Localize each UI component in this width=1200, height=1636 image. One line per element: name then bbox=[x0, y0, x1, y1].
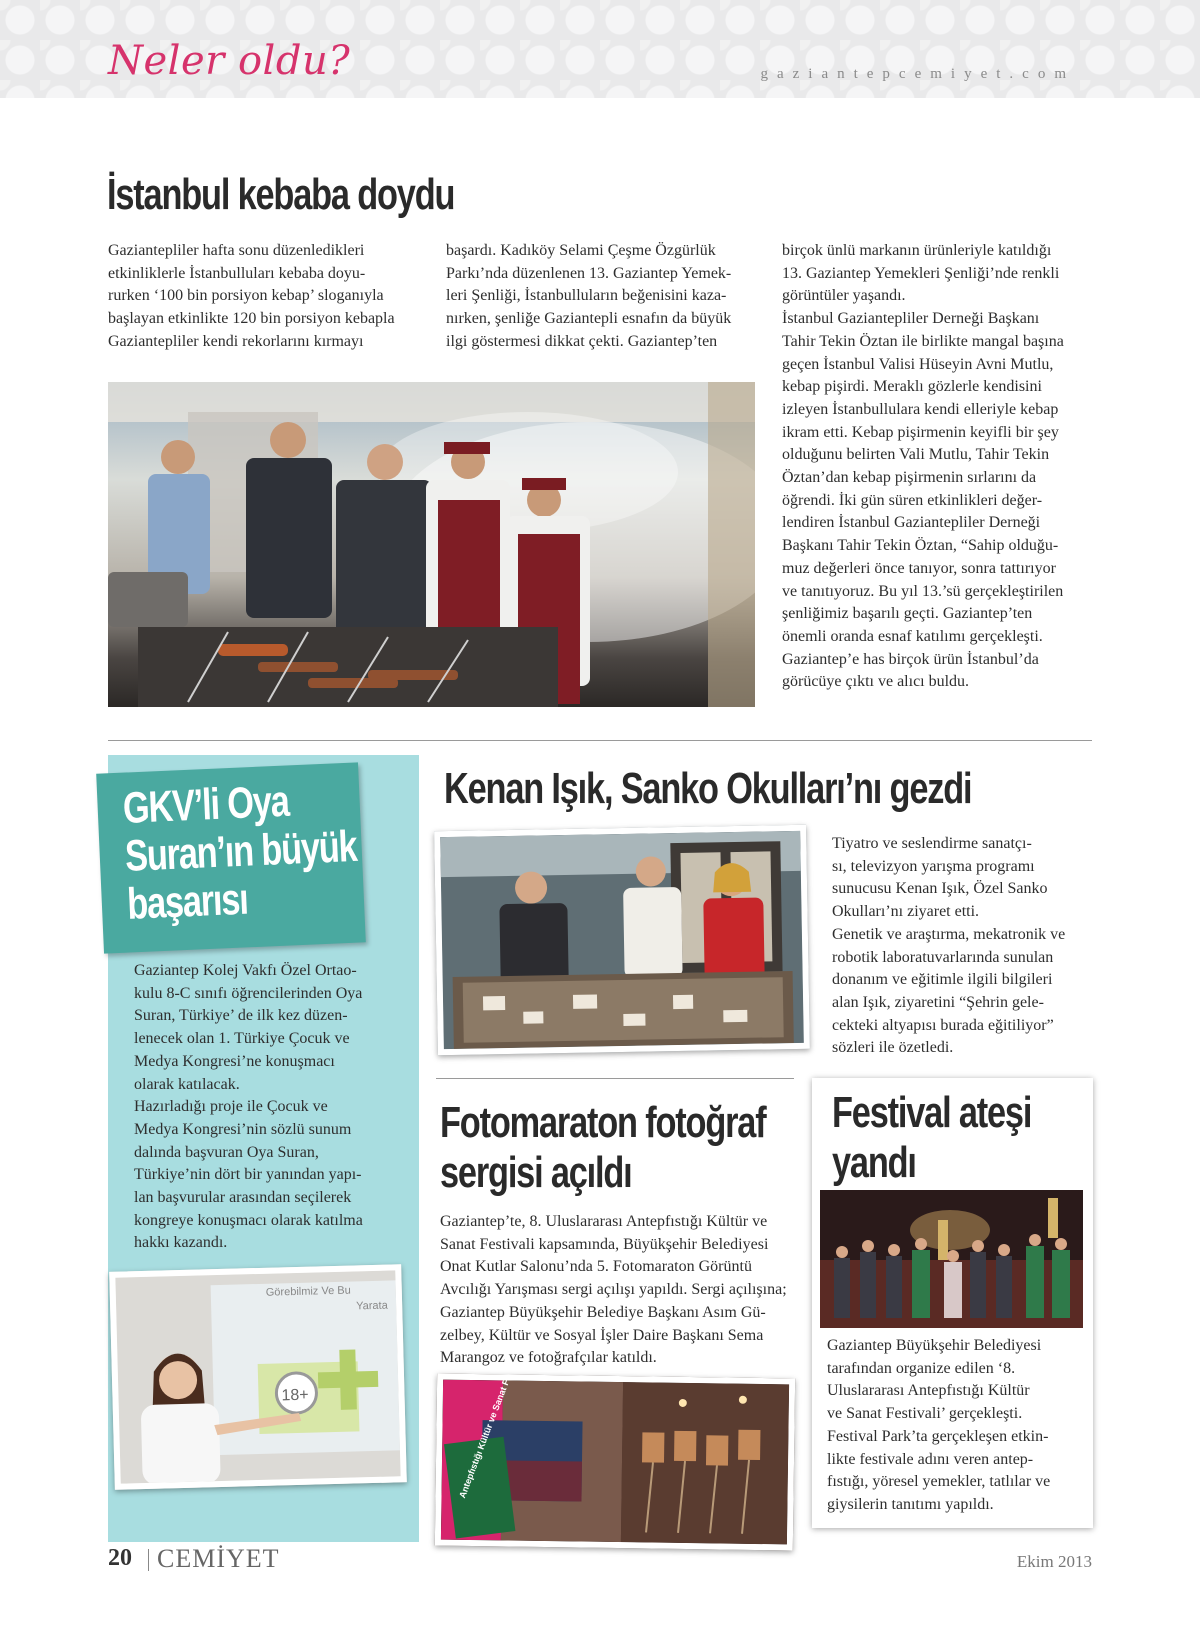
text-line: Onat Kutlar Salonu’nda 5. Fotomaraton Görüntü bbox=[440, 1258, 752, 1276]
text-line: Gaziantep Büyükşehir Belediye Başkanı Asım Gü- bbox=[440, 1303, 766, 1321]
text-line: sunucusu Kenan Işık, Özel Sanko bbox=[832, 880, 1048, 898]
screen-badge: 18+ bbox=[281, 1386, 309, 1405]
text-line: dalında başvuran Oya Suran, bbox=[134, 1143, 319, 1161]
photo-kenan-isik bbox=[434, 825, 810, 1055]
text-line: başlayan etkinlikte 120 bin porsiyon kebapla bbox=[108, 310, 395, 328]
headline-line: Fotomaraton fotoğraf bbox=[440, 1098, 766, 1147]
text-line: önemli oranda esnaf katılımı gerçekleşti. bbox=[782, 627, 1043, 645]
headline-line: başarısı bbox=[126, 874, 249, 929]
text-line: öğrendi. İki gün süren etkinlikleri değer- bbox=[782, 491, 1043, 509]
text-line: Festival Park’ta gerçekleşen etkin- bbox=[827, 1427, 1049, 1445]
text-line: cekteki altyapısı burada eğitiliyor” bbox=[832, 1016, 1054, 1034]
article-kebab-col3 bbox=[782, 240, 1097, 694]
text-line: kulu 8-C sınıfı öğrencilerinden Oya bbox=[134, 984, 363, 1002]
section-title: Neler oldu? bbox=[108, 38, 351, 84]
text-line: Marangoz ve fotoğrafçılar katıldı. bbox=[440, 1349, 657, 1367]
photo-oya-suran bbox=[109, 1264, 407, 1490]
text-line: zelbey, Kültür ve Sosyal İşler Daire Başkanı Sema bbox=[440, 1326, 764, 1344]
poster-text: Antepfıstığı Kültür ve Sanat bbox=[457, 1385, 509, 1500]
text-line: hakkı kazandı. bbox=[134, 1234, 228, 1252]
text-line: Suran, Türkiye’ de ilk kez düzen- bbox=[134, 1007, 348, 1025]
text-line: geçen İstanbul Valisi Hüseyin Avni Mutlu, bbox=[782, 355, 1054, 373]
text-line: Parkı’nda düzenlenen 13. Gaziantep Yemek- bbox=[446, 264, 732, 282]
text-line: muz değerleri önce tanıyor, sonra tattırıyor bbox=[782, 559, 1056, 577]
screen-text-1: Görebilmiz Ve Bu bbox=[265, 1284, 351, 1299]
text-line: Gaziantep’e has birçok ürün İstanbul’da bbox=[782, 650, 1039, 668]
text-line: rurken ‘100 bin porsiyon kebap’ sloganıyla bbox=[108, 287, 384, 305]
text-line: görüntüler yaşandı. bbox=[782, 287, 906, 305]
text-line: ikram etti. Kebap pişirmenin keyifli bir şey bbox=[782, 423, 1059, 441]
kebab-grill-scene bbox=[108, 382, 755, 707]
text-line: Başkanı Tahir Tekin Öztan, “Sahip olduğu- bbox=[782, 537, 1059, 555]
text-line: şenliğimiz başarılı geçti. Gaziantep’ten bbox=[782, 605, 1033, 623]
mid-divider bbox=[436, 1078, 794, 1079]
text-line: kongreye konuşmacı olarak katılma bbox=[134, 1211, 363, 1229]
text-line: Medya Kongresi’ne konuşmacı bbox=[134, 1052, 335, 1070]
article-kebab-headline: İstanbul kebaba doydu bbox=[107, 170, 455, 219]
text-line: ve tanıtıyoruz. Bu yıl 13.’sü gerçekleştirilen bbox=[782, 582, 1064, 600]
text-line: Avcılığı Yarışması sergi açılışı yapıldı. Sergi açılışına; bbox=[440, 1281, 787, 1299]
text-line: Okulları’nı ziyaret etti. bbox=[832, 903, 980, 921]
magazine-name: CEMİYET bbox=[157, 1544, 280, 1573]
text-line: lendiren İstanbul Gaziantepliler Derneği bbox=[782, 514, 1041, 532]
text-line: leri Şenliği, İstanbulluların beğenisini kaza- bbox=[446, 287, 727, 305]
photo-fotomaraton-exhibition bbox=[435, 1374, 795, 1551]
exhibition-scene bbox=[441, 1380, 789, 1545]
text-line: lan başvurular arasından seçilerek bbox=[134, 1189, 352, 1207]
text-line: nırken, şenliğe Gaziantepli esnafın da büyük bbox=[446, 310, 732, 328]
headline-line: yandı bbox=[832, 1138, 916, 1187]
text-line: Tahir Tekin Öztan ile birlikte mangal başına bbox=[782, 332, 1064, 350]
text-line: başardı. Kadıköy Selami Çeşme Özgürlük bbox=[446, 242, 716, 259]
text-line: giysilerin tanıtımı yapıldı. bbox=[827, 1495, 994, 1513]
text-line: izleyen İstanbullulara kendi elleriyle kebap bbox=[782, 400, 1059, 418]
text-line: Hazırladığı proje ile Çocuk ve bbox=[134, 1098, 328, 1116]
text-line: olarak katılacak. bbox=[134, 1075, 240, 1093]
headline-line: GKV’li Oya bbox=[121, 776, 290, 833]
text-line: etkinliklerle İstanbulluları kebaba doyu- bbox=[108, 264, 366, 282]
text-line: İstanbul Gaziantepliler Derneği Başkanı bbox=[782, 310, 1040, 328]
issue-date: Ekim 2013 bbox=[1016, 1552, 1092, 1571]
text-line: Gaziantep Kolej Vakfı Özel Ortao- bbox=[134, 962, 357, 979]
text-line: birçok ünlü markanın ürünleriyle katıldığı bbox=[782, 242, 1052, 259]
headline-line: Festival ateşi bbox=[832, 1088, 1032, 1137]
text-line: Öztan’dan kebap pişirmenin sırlarını da bbox=[782, 469, 1037, 487]
text-line: Gaziantep’te, 8. Uluslararası Antepfıstığı Kültür ve bbox=[440, 1213, 768, 1230]
oya-suran-headline bbox=[122, 775, 360, 929]
text-line: Türkiye’nin dört bir yanından yapı- bbox=[134, 1166, 362, 1184]
text-line: donanım ve eğitimle ilgili bilgileri bbox=[832, 971, 1053, 989]
text-line: sı, televizyon yarışma programı bbox=[832, 857, 1035, 875]
photo-kebab-grill bbox=[108, 382, 755, 707]
text-line: Tiyatro ve seslendirme sanatçı- bbox=[832, 835, 1032, 852]
article-festival-headline bbox=[832, 1088, 1031, 1188]
article-fotomaraton-body bbox=[440, 1211, 800, 1370]
text-line: likte festivale adını veren antep- bbox=[827, 1450, 1034, 1468]
text-line: kebap pişirdi. Meraklı gözlerle kendisini bbox=[782, 378, 1042, 396]
text-line: olduğunu belirten Vali Mutlu, Tahir Tekin bbox=[782, 446, 1050, 464]
presentation-scene bbox=[115, 1270, 400, 1483]
text-line: Genetik ve araştırma, mekatronik ve bbox=[832, 925, 1066, 943]
text-line: fıstığı, yöresel yemekler, tatlılar ve bbox=[827, 1473, 1051, 1491]
text-line: ilgi göstermesi dikkat çekti. Gaziantep’ten bbox=[446, 332, 718, 350]
text-line: tarafından organize edilen ‘8. bbox=[827, 1359, 1016, 1377]
photo-festival-ceremony bbox=[820, 1190, 1083, 1328]
text-line: Sanat Festivali kapsamında, Büyükşehir Belediyesi bbox=[440, 1235, 769, 1253]
article-fotomaraton-headline bbox=[440, 1098, 765, 1198]
text-line: alan Işık, ziyaretini “Şehrin gele- bbox=[832, 993, 1044, 1011]
headline-line: Suran’ın büyük bbox=[124, 821, 358, 881]
text-line: Gaziantepliler kendi rekorlarını kırmayı bbox=[108, 332, 364, 350]
text-line: ve Sanat Festivali’ gerçekleşti. bbox=[827, 1405, 1023, 1423]
section-divider bbox=[108, 740, 1092, 741]
article-festival-body bbox=[827, 1335, 1082, 1517]
oya-suran-body bbox=[134, 960, 409, 1255]
article-kenan-isik-body bbox=[832, 833, 1102, 1060]
text-line: lenecek olan 1. Türkiye Çocuk ve bbox=[134, 1030, 350, 1048]
article-kebab-col2 bbox=[446, 240, 761, 354]
text-line: Gaziantep Büyükşehir Belediyesi bbox=[827, 1337, 1042, 1354]
website-url: gaziantepcemiyet.com bbox=[760, 66, 1075, 82]
footer-separator bbox=[148, 1549, 149, 1571]
page-number: 20 bbox=[108, 1545, 132, 1571]
text-line: sözleri ile özetledi. bbox=[832, 1039, 954, 1057]
text-line: Gaziantepliler hafta sonu düzenledikleri bbox=[108, 242, 365, 259]
text-line: 13. Gaziantep Yemekleri Şenliği’nde renkli bbox=[782, 264, 1060, 282]
article-kebab-col1 bbox=[108, 240, 423, 354]
festival-ceremony-scene bbox=[820, 1190, 1083, 1328]
school-visit-scene bbox=[440, 831, 804, 1049]
headline-line: sergisi açıldı bbox=[440, 1148, 632, 1197]
text-line: robotik laboratuvarlarında sunulan bbox=[832, 948, 1054, 966]
article-kenan-isik-headline: Kenan Işık, Sanko Okulları’nı gezdi bbox=[444, 764, 972, 813]
text-line: Medya Kongresi’nin sözlü sunum bbox=[134, 1120, 352, 1138]
text-line: Uluslararası Antepfıstığı Kültür bbox=[827, 1382, 1030, 1400]
screen-text-2: Yarata bbox=[356, 1299, 388, 1313]
text-line: görücüye çıktı ve alıcı buldu. bbox=[782, 673, 970, 691]
